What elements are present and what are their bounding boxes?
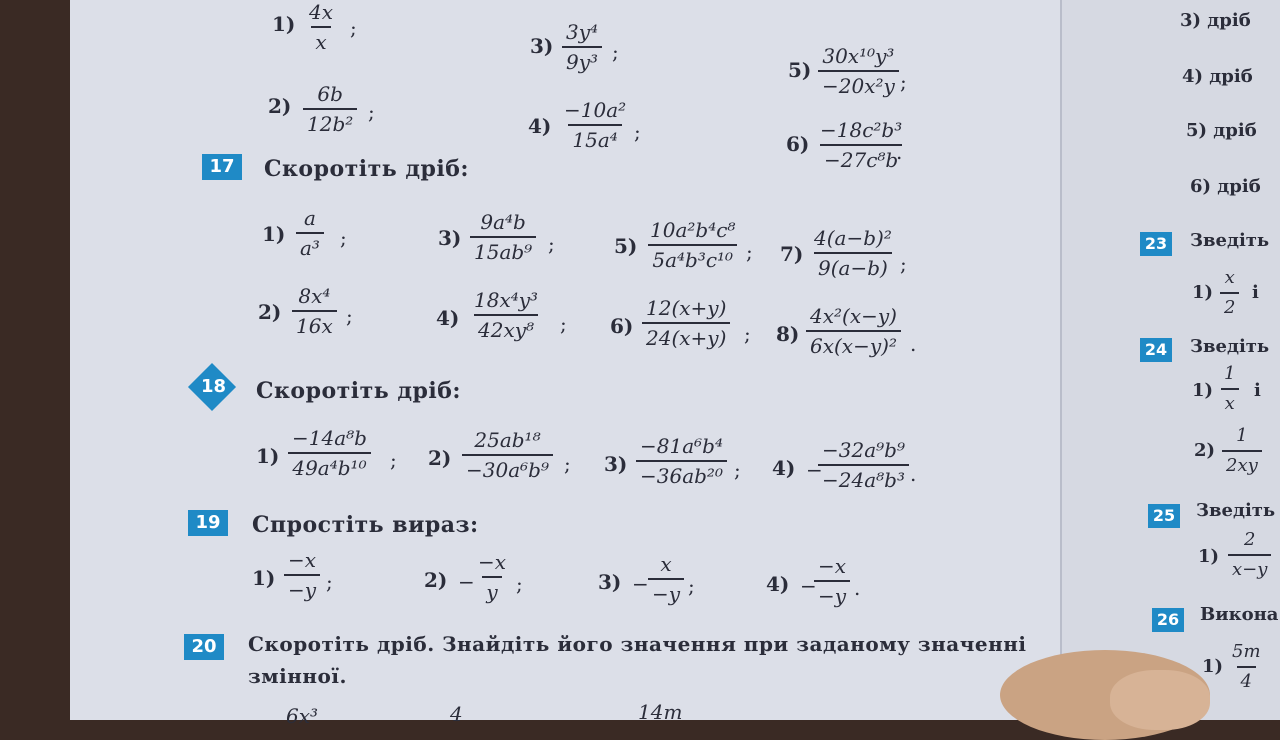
- exercise-20-badge: 20: [184, 634, 224, 660]
- ex24-item-1-fraction: [1220, 362, 1239, 416]
- top-item-3-fraction: [562, 20, 602, 74]
- ex19-item-1-label: 1): [252, 566, 276, 590]
- exercise-18-number: 18: [201, 376, 227, 397]
- numerator: x: [660, 552, 672, 576]
- denominator: 16x: [292, 310, 337, 338]
- ex18-item-2-fraction: [462, 428, 553, 482]
- finger-thumb-highlight: [1110, 670, 1210, 730]
- ex19-item-3-label: 3): [598, 570, 622, 594]
- ex25-fraction: [1228, 528, 1271, 582]
- exercise-23-title: Зведіть: [1190, 230, 1270, 251]
- denominator: 49a⁴b¹⁰: [288, 452, 370, 480]
- exercise-26-title: Викона: [1200, 604, 1279, 625]
- ex17-item-5-fraction: [646, 218, 739, 272]
- denominator: 2: [1220, 292, 1239, 320]
- numerator: −18c²b³: [820, 118, 903, 142]
- semicolon: ;: [564, 452, 571, 476]
- right-row-6: 6) дріб: [1190, 176, 1261, 197]
- numerator: 10a²b⁴c⁸: [650, 218, 736, 242]
- semicolon: ;: [688, 574, 695, 598]
- ex24-item-2-fraction: [1222, 424, 1262, 478]
- ex18-item-1-fraction: [288, 426, 371, 480]
- numerator: x: [1224, 267, 1235, 288]
- denominator: 24(x+y): [642, 322, 730, 350]
- denominator: 2xy: [1222, 450, 1262, 478]
- denominator: −27c⁸b: [820, 144, 902, 172]
- numerator: −x: [818, 554, 847, 578]
- semicolon: ;: [734, 458, 741, 482]
- period: .: [896, 140, 903, 164]
- exercise-24-title: Зведіть: [1190, 336, 1270, 357]
- denominator: −y: [814, 580, 850, 608]
- numerator: 25ab¹⁸: [474, 428, 541, 452]
- numerator: 3y⁴: [566, 20, 599, 44]
- numerator: −81a⁶b⁴: [640, 434, 723, 458]
- exercise-25-title: Зведіть: [1196, 500, 1276, 521]
- exercise-19-title: Спростіть вираз:: [252, 512, 479, 538]
- ex26-item-label: 1): [1202, 656, 1224, 677]
- ex18-item-3-fraction: [636, 434, 727, 488]
- numerator: −14a⁸b: [292, 426, 367, 450]
- denominator: 9(a−b): [814, 252, 892, 280]
- semicolon: ;: [548, 232, 555, 256]
- period: .: [854, 576, 861, 600]
- numerator: −32a⁹b⁹: [822, 438, 905, 462]
- numerator: 4x: [309, 0, 334, 24]
- denominator: x: [311, 26, 330, 54]
- ex23-conjunction: і: [1252, 282, 1259, 303]
- ex19-item-2-label: 2): [424, 568, 448, 592]
- top-item-2-fraction: [303, 82, 357, 136]
- denominator: −y: [648, 578, 684, 606]
- period: .: [910, 332, 917, 356]
- exercise-20-cut-text-3: 14m: [638, 700, 683, 724]
- period: .: [910, 462, 917, 486]
- denominator: x−y: [1228, 554, 1271, 582]
- top-item-1-label: 1): [272, 12, 296, 36]
- ex25-item-label: 1): [1198, 546, 1220, 567]
- top-item-3-label: 3): [530, 34, 554, 58]
- semicolon: ;: [634, 120, 641, 144]
- ex19-item-4-label: 4): [766, 572, 790, 596]
- semicolon: ;: [368, 100, 375, 124]
- semicolon: ;: [340, 226, 347, 250]
- ex17-item-8-fraction: [806, 304, 901, 358]
- numerator: 30x¹⁰y³: [822, 44, 895, 68]
- numerator: 5m: [1232, 641, 1261, 662]
- numerator: −10a²: [564, 98, 627, 122]
- numerator: 4(a−b)²: [814, 226, 892, 250]
- exercise-26-badge: 26: [1152, 608, 1184, 632]
- ex17-item-1-label: 1): [262, 222, 286, 246]
- denominator: 15a⁴: [568, 124, 621, 152]
- denominator: 12b²: [303, 108, 357, 136]
- denominator: 9y³: [562, 46, 602, 74]
- semicolon: ;: [390, 448, 397, 472]
- ex17-item-1-fraction: [296, 206, 324, 260]
- ex18-item-4-label: 4): [772, 456, 796, 480]
- ex17-item-2-label: 2): [258, 300, 282, 324]
- numerator: 8x⁴: [298, 284, 331, 308]
- semicolon: ;: [346, 304, 353, 328]
- semicolon: ;: [516, 572, 523, 596]
- ex17-item-3-fraction: [470, 210, 536, 264]
- top-item-4-label: 4): [528, 114, 552, 138]
- exercise-19-badge: 19: [188, 510, 228, 536]
- top-item-4-fraction: [560, 98, 630, 152]
- right-row-5: 5) дріб: [1186, 120, 1257, 141]
- denominator: −24a⁸b³: [818, 464, 909, 492]
- denominator: −y: [284, 574, 320, 602]
- top-item-5-label: 5): [788, 58, 812, 82]
- top-item-6-label: 6): [786, 132, 810, 156]
- ex18-item-3-label: 3): [604, 452, 628, 476]
- right-row-4: 4) дріб: [1182, 66, 1253, 87]
- exercise-23-badge: 23: [1140, 232, 1172, 256]
- ex17-item-7-fraction: [810, 226, 896, 280]
- numerator: 2: [1243, 529, 1256, 550]
- exercise-18-title: Скоротіть дріб:: [256, 378, 462, 404]
- semicolon: ;: [744, 322, 751, 346]
- ex17-item-4-label: 4): [436, 306, 460, 330]
- ex18-item-1-label: 1): [256, 444, 280, 468]
- denominator: −30a⁶b⁹: [462, 454, 553, 482]
- semicolon: ;: [326, 570, 333, 594]
- minus-sign: −: [800, 574, 817, 598]
- numerator: 1: [1224, 363, 1236, 384]
- ex18-item-4-fraction: [818, 438, 909, 492]
- ex18-item-2-label: 2): [428, 446, 452, 470]
- exercise-24-badge: 24: [1140, 338, 1172, 362]
- denominator: 15ab⁹: [470, 236, 536, 264]
- numerator: 1: [1236, 425, 1248, 446]
- ex24-conjunction: і: [1254, 380, 1261, 401]
- ex17-item-3-label: 3): [438, 226, 462, 250]
- semicolon: ;: [350, 16, 357, 40]
- semicolon: ;: [560, 312, 567, 336]
- ex24-item-1-label: 1): [1192, 380, 1214, 401]
- numerator: −x: [478, 550, 507, 574]
- ex19-item-2-fraction: [474, 550, 510, 604]
- exercise-20-cut-text-1: 6x³: [286, 704, 319, 728]
- semicolon: ;: [900, 70, 907, 94]
- numerator: 9a⁴b: [480, 210, 526, 234]
- ex17-item-4-fraction: [470, 288, 542, 342]
- semicolon: ;: [746, 240, 753, 264]
- denominator: 6x(x−y)²: [806, 330, 901, 358]
- ex23-fraction: [1220, 266, 1239, 320]
- exercise-25-badge: 25: [1148, 504, 1180, 528]
- numerator: 4x²(x−y): [810, 304, 897, 328]
- right-row-3: 3) дріб: [1180, 10, 1251, 31]
- ex17-item-2-fraction: [292, 284, 337, 338]
- denominator: −20x²y: [818, 70, 899, 98]
- top-item-6-fraction: [816, 118, 906, 172]
- exercise-20-cut-text-2: 4: [450, 702, 463, 726]
- minus-sign: −: [806, 458, 823, 482]
- ex17-item-6-fraction: [642, 296, 730, 350]
- ex17-item-5-label: 5): [614, 234, 638, 258]
- numerator: 18x⁴y³: [474, 288, 539, 312]
- exercise-17-badge: 17: [202, 154, 242, 180]
- ex19-item-3-fraction: [648, 552, 684, 606]
- ex26-fraction: [1228, 640, 1265, 694]
- ex19-item-4-fraction: [814, 554, 850, 608]
- numerator: −x: [288, 548, 317, 572]
- exercise-20-title: Скоротіть дріб. Знайдіть його значення при заданому значенні: [248, 632, 1027, 656]
- top-item-1-fraction: [305, 0, 337, 54]
- denominator: x: [1221, 388, 1239, 416]
- numerator: 12(x+y): [646, 296, 727, 320]
- semicolon: ;: [900, 252, 907, 276]
- minus-sign: −: [458, 570, 475, 594]
- semicolon: ;: [612, 40, 619, 64]
- ex17-item-7-label: 7): [780, 242, 804, 266]
- denominator: a³: [296, 232, 324, 260]
- numerator: 6b: [317, 82, 343, 106]
- exercise-17-title: Скоротіть дріб:: [264, 156, 470, 182]
- denominator: 4: [1237, 666, 1256, 694]
- ex24-item-2-label: 2): [1194, 440, 1216, 461]
- minus-sign: −: [632, 572, 649, 596]
- top-item-2-label: 2): [268, 94, 292, 118]
- denominator: 5a⁴b³c¹⁰: [648, 244, 737, 272]
- ex19-item-1-fraction: [284, 548, 320, 602]
- top-item-5-fraction: [818, 44, 899, 98]
- ex17-item-8-label: 8): [776, 322, 800, 346]
- numerator: a: [304, 206, 316, 230]
- ex23-item-label: 1): [1192, 282, 1214, 303]
- exercise-20-title-continued: змінної.: [248, 664, 347, 688]
- denominator: 42xy⁸: [474, 314, 538, 342]
- ex17-item-6-label: 6): [610, 314, 634, 338]
- denominator: −36ab²⁰: [636, 460, 727, 488]
- denominator: y: [482, 576, 501, 604]
